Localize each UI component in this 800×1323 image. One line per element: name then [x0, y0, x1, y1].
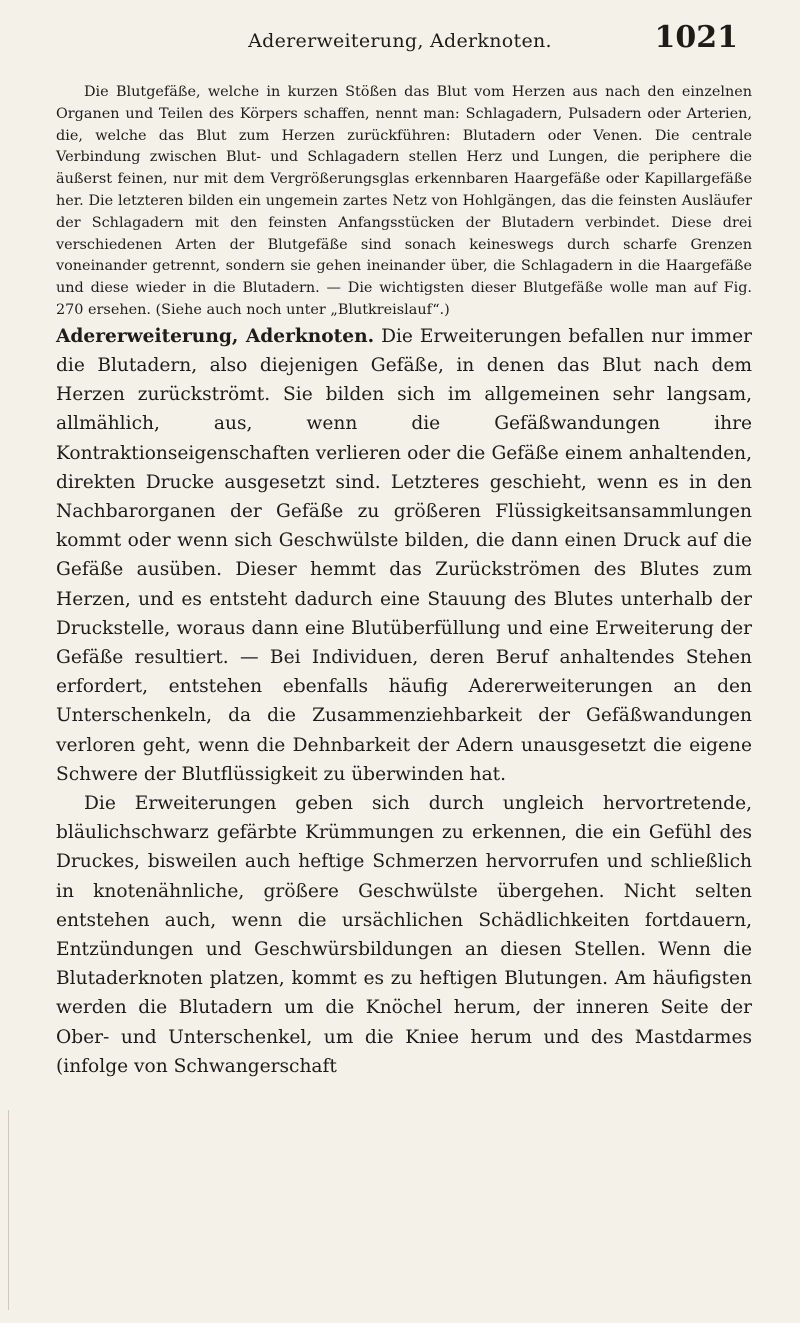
running-head: Adererweiterung, Aderknoten. — [248, 30, 552, 52]
entry-text: Die Erweiterungen befallen nur immer die Blutadern, also diejenigen Gefäße, in denen das Blut nach dem Herzen zurückströmt. Sie bilden sich im allgemeinen sehr langsam, allmählich, aus, wenn die Gefäßwandungen ihre Kontraktionseigenschaften verlieren oder die Gefäße einem anhaltenden, direkten Drucke ausgesetzt sind. Letzteres geschieht, wenn es in den Nachbarorganen der Gefäße zu größeren Flüssigkeitsansammlungen kommt oder wenn sich Geschwülste bilden, die dann einen Druck auf die Gefäße ausüben. Dieser hemmt das Zurückströmen des Blutes zum Herzen, und es entsteht dadurch eine Stauung des Blutes unterhalb der Druckstelle, woraus dann eine Blutüberfüllung und eine Erweiterung der Gefäße resultiert. — Bei Individuen, deren Beruf anhaltendes Stehen erfordert, entstehen ebenfalls häufig Adererweiterungen an den Unterschenkeln, da die Zusammenziehbarkeit der Gefäßwandungen verloren geht, wenn die Dehnbarkeit der Adern unausgesetzt die eigene Schwere der Blutflüssigkeit zu überwinden hat. — [56, 325, 752, 785]
paragraph-symptoms: Die Erweiterungen geben sich durch ungleich hervortretende, bläulichschwarz gefärbte Krümmungen zu erkennen, die ein Gefühl des Druckes, bisweilen auch heftige Schmerzen hervorrufen und schließlich in knotenähnliche, größere Geschwülste übergehen. Nicht selten entstehen auch, wenn die ursächlichen Schädlichkeiten fortdauern, Entzündungen und Geschwürsbildungen an diesen Stellen. Wenn die Blutaderknoten platzen, kommt es zu heftigen Blutungen. Am häufigsten werden die Blutadern um die Knöchel herum, der inneren Seite der Ober- und Unterschenkel, um die Kniee herum und des Mastdarmes (infolge von Schwangerschaft — [56, 793, 752, 1077]
page-edge-line — [8, 1110, 15, 1310]
entry-headword: Adererweiterung, Aderknoten. — [56, 325, 375, 347]
page-number: 1021 — [654, 20, 738, 55]
paragraph-entry-start — [56, 322, 752, 789]
paragraph-blood-vessels: Die Blutgefäße, welche in kurzen Stößen das Blut vom Herzen aus nach den einzelnen Organen und Teilen des Körpers schaffen, nennt man: Schlagadern, Pulsadern oder Arterien, die, welche das Blut zum Herzen zurückführen: Blutadern oder Venen. Die centrale Verbindung zwischen Blut- und Schlagadern stellen Herz und Lungen, die periphere die äußerst feinen, nur mit dem Vergrößerungsglas erkennbaren Haargefäße oder Kapillargefäße her. Die letzteren bilden ein ungemein zartes Netz von Hohlgängen, das die feinsten Ausläufer der Schlagadern mit den feinsten Anfangsstücken der Blutadern verbindet. Diese drei verschiedenen Arten der Blutgefäße sind sonach keineswegs durch scharfe Grenzen voneinander getrennt, sondern sie gehen ineinander über, die Schlagadern in die Haargefäße und diese wieder in die Blutadern. — Die wichtigsten dieser Blutgefäße wolle man auf Fig. 270 ersehen. (Siehe auch noch unter „Blutkreislauf“.) — [56, 84, 752, 318]
page-header — [60, 18, 740, 64]
page-text — [56, 82, 752, 1081]
